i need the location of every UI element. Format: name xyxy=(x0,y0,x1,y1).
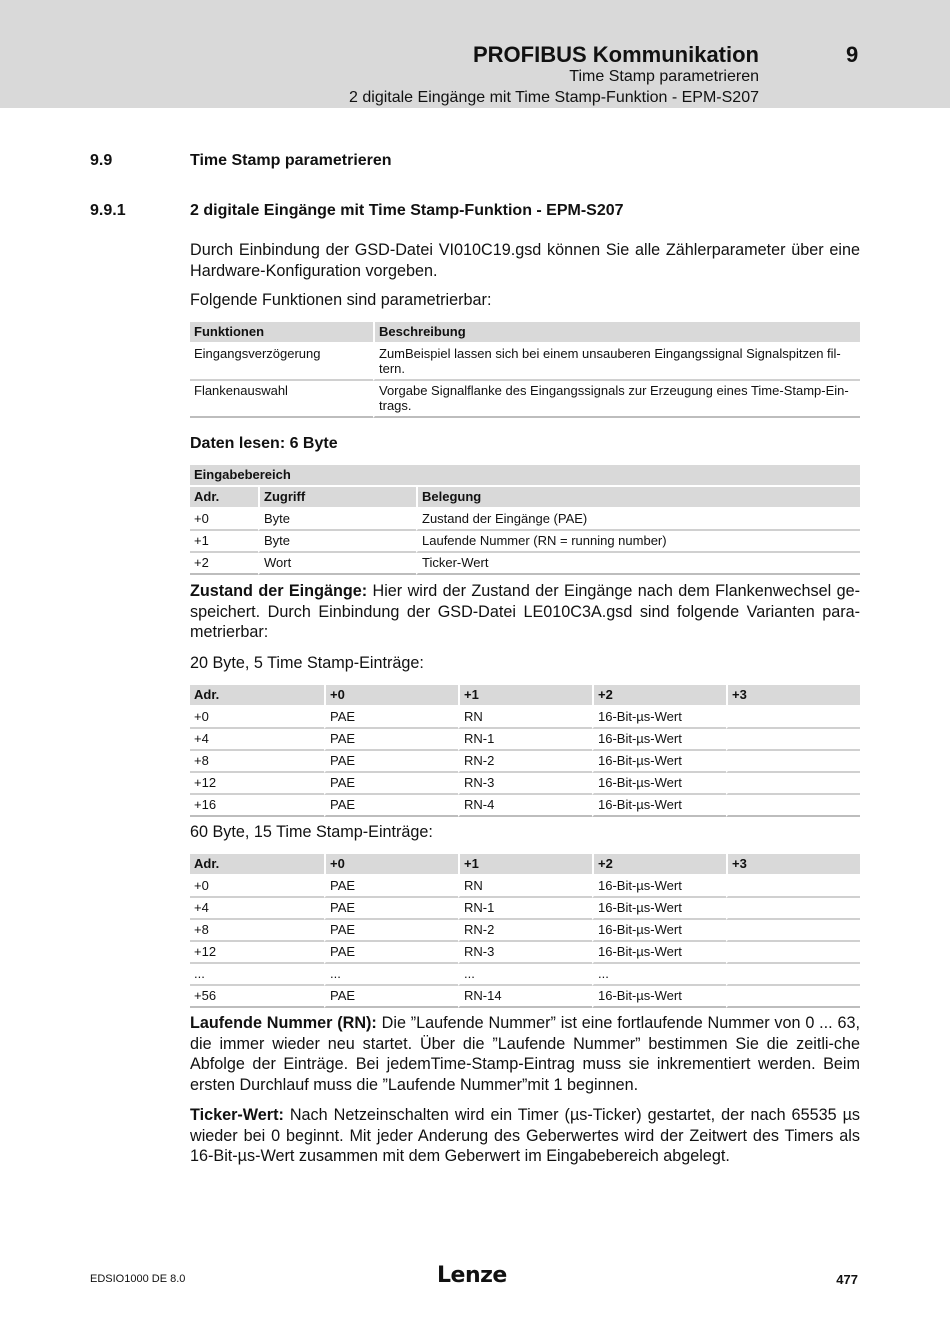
table-cell: ... xyxy=(592,964,726,986)
table-cell: 16-Bit-µs-Wert xyxy=(592,729,726,751)
table-cell: PAE xyxy=(324,773,458,795)
variant-60-label: 60 Byte, 15 Time Stamp-Einträge: xyxy=(190,823,433,841)
table-row xyxy=(190,344,860,381)
column-header: Beschreibung xyxy=(373,322,860,344)
variant-20-label: 20 Byte, 5 Time Stamp-Einträge: xyxy=(190,654,424,672)
table-cell: Eingangsverzögerung xyxy=(190,344,373,381)
table-cell: Laufende Nummer (RN = running number) xyxy=(416,531,860,553)
table-cell: +2 xyxy=(190,553,258,575)
table-cell: RN-2 xyxy=(458,751,592,773)
table-row xyxy=(190,920,860,942)
table-cell: PAE xyxy=(324,898,458,920)
table-cell: +16 xyxy=(190,795,324,817)
table-cell: +1 xyxy=(190,531,258,553)
running-number-label: Laufende Nummer (RN): xyxy=(190,1014,377,1032)
table-cell: RN-3 xyxy=(458,942,592,964)
header-subtitle-1: Time Stamp parametrieren xyxy=(569,68,759,85)
input-area-table xyxy=(190,465,860,575)
column-header: Funktionen xyxy=(190,322,373,344)
table-cell: 16-Bit-µs-Wert xyxy=(592,876,726,898)
ticker-text: Nach Netzeinschalten wird ein Timer (µs-Ticker) gestartet, der nach 65535 µs wieder bei 0 beginnt. Mit jeder Anderung des Geberwertes wird der Zeitwert des Timers als 16-Bit-µs-Wert zusammen mit dem Geberwert im Eingabebereich abgelegt. xyxy=(190,1106,860,1165)
input-state-paragraph xyxy=(190,581,860,643)
table-cell: Vorgabe Signalflanke des Eingangssignals zur Erzeugung eines Time-Stamp-Ein-trags. xyxy=(373,381,860,418)
header-subtitle-2: 2 digitale Eingänge mit Time Stamp-Funktion - EPM-S207 xyxy=(349,89,759,106)
table-cell: PAE xyxy=(324,986,458,1008)
table-cell: ... xyxy=(190,964,324,986)
table-cell: PAE xyxy=(324,876,458,898)
table-cell xyxy=(726,707,860,729)
table-cell: Wort xyxy=(258,553,416,575)
table-cell: +8 xyxy=(190,920,324,942)
input-state-label: Zustand der Eingänge: xyxy=(190,582,368,600)
table-cell xyxy=(726,729,860,751)
table-cell xyxy=(726,876,860,898)
table-cell: Byte xyxy=(258,531,416,553)
table-row xyxy=(190,898,860,920)
table-cell: Byte xyxy=(258,509,416,531)
table-row xyxy=(190,509,860,531)
table-cell: RN xyxy=(458,707,592,729)
table-cell: 16-Bit-µs-Wert xyxy=(592,986,726,1008)
table-row xyxy=(190,381,860,418)
section-number: 9.9 xyxy=(90,152,113,169)
document-id: EDSIO1000 DE 8.0 xyxy=(90,1273,186,1285)
table-cell xyxy=(726,795,860,817)
subsection-number: 9.9.1 xyxy=(90,202,126,219)
read-data-heading: Daten lesen: 6 Byte xyxy=(190,435,338,452)
ticker-paragraph xyxy=(190,1105,860,1167)
table-cell: PAE xyxy=(324,920,458,942)
table-header-row xyxy=(190,854,860,876)
header-title: PROFIBUS Kommunikation xyxy=(472,42,759,67)
table-cell: 16-Bit-µs-Wert xyxy=(592,920,726,942)
column-header: Adr. xyxy=(190,854,324,876)
table-row xyxy=(190,531,860,553)
variant-20-table xyxy=(190,685,860,817)
table-cell: RN-4 xyxy=(458,795,592,817)
table-cell xyxy=(726,986,860,1008)
column-header: +2 xyxy=(592,854,726,876)
table-cell xyxy=(726,773,860,795)
table-cell: +12 xyxy=(190,773,324,795)
table-row xyxy=(190,553,860,575)
column-header: +0 xyxy=(324,854,458,876)
column-header: +2 xyxy=(592,685,726,707)
table-row xyxy=(190,795,860,817)
column-header: Belegung xyxy=(416,487,860,509)
table-cell: Zustand der Eingänge (PAE) xyxy=(416,509,860,531)
table-cell: 16-Bit-µs-Wert xyxy=(592,707,726,729)
table-cell: RN-14 xyxy=(458,986,592,1008)
table-header-row xyxy=(190,685,860,707)
table-caption: Eingabebereich xyxy=(190,465,860,487)
table-header-row xyxy=(190,487,860,509)
table-cell: Ticker-Wert xyxy=(416,553,860,575)
table-cell xyxy=(726,920,860,942)
table-row xyxy=(190,964,860,986)
variant-60-table xyxy=(190,854,860,1008)
running-number-text: Die ”Laufende Nummer” ist eine fortlaufende Nummer von 0 ... 63, die immer wieder neu startet. Über die ”Laufende Nummer” bestimmen Sie die zeitli-che Abfolge der Einträge. Bei jedemTime-Stamp-Eintrag muss sie inkrementiert werden. Beim ersten Durchlauf muss die ”Laufende Nummer”mit 1 beginnen. xyxy=(190,1014,860,1094)
column-header: +3 xyxy=(726,685,860,707)
table-cell xyxy=(726,751,860,773)
page-number: 477 xyxy=(836,1272,858,1287)
table-row xyxy=(190,707,860,729)
table-cell: +0 xyxy=(190,707,324,729)
table-caption-row xyxy=(190,465,860,487)
table-row xyxy=(190,729,860,751)
table-cell: 16-Bit-µs-Wert xyxy=(592,751,726,773)
chapter-number: 9 xyxy=(846,42,859,67)
table-cell xyxy=(726,898,860,920)
subsection-title: 2 digitale Eingänge mit Time Stamp-Funktion - EPM-S207 xyxy=(190,202,624,219)
table-row xyxy=(190,942,860,964)
table-cell: PAE xyxy=(324,707,458,729)
table-cell: RN xyxy=(458,876,592,898)
table-cell: +56 xyxy=(190,986,324,1008)
section-title: Time Stamp parametrieren xyxy=(190,152,392,169)
table-row xyxy=(190,773,860,795)
table-cell: ... xyxy=(458,964,592,986)
column-header: +3 xyxy=(726,854,860,876)
table-cell: +12 xyxy=(190,942,324,964)
table-cell: RN-1 xyxy=(458,898,592,920)
table-cell: PAE xyxy=(324,942,458,964)
table-cell: +4 xyxy=(190,898,324,920)
column-header: +1 xyxy=(458,854,592,876)
column-header: +0 xyxy=(324,685,458,707)
column-header: +1 xyxy=(458,685,592,707)
table-cell: 16-Bit-µs-Wert xyxy=(592,898,726,920)
table-row xyxy=(190,751,860,773)
table-cell: +0 xyxy=(190,876,324,898)
running-number-paragraph xyxy=(190,1013,860,1095)
table-cell: 16-Bit-µs-Wert xyxy=(592,773,726,795)
table-cell: ... xyxy=(324,964,458,986)
column-header: Adr. xyxy=(190,685,324,707)
table-cell: RN-2 xyxy=(458,920,592,942)
functions-table xyxy=(190,322,860,418)
table-cell: +4 xyxy=(190,729,324,751)
table-cell: RN-3 xyxy=(458,773,592,795)
table-cell: 16-Bit-µs-Wert xyxy=(592,942,726,964)
input-state-text: Hier wird der Zustand der Eingänge nach dem Flankenwechsel ge-speichert. Durch Einbindung der GSD-Datei LE010C3A.gsd sind folgende Varianten para-metrierbar: xyxy=(190,582,860,641)
table-cell: Flankenauswahl xyxy=(190,381,373,418)
table-cell: PAE xyxy=(324,751,458,773)
table-cell: +0 xyxy=(190,509,258,531)
table-cell xyxy=(726,942,860,964)
page-header xyxy=(0,0,950,108)
intro-paragraph: Durch Einbindung der GSD-Datei VI010C19.gsd können Sie alle Zählerparameter über eine Hardware-Konfiguration vorgeben. xyxy=(190,241,860,280)
table-cell xyxy=(726,964,860,986)
table-cell: PAE xyxy=(324,729,458,751)
table-cell: 16-Bit-µs-Wert xyxy=(592,795,726,817)
table-cell: ZumBeispiel lassen sich bei einem unsauberen Eingangssignal Signalspitzen fil-tern. xyxy=(373,344,860,381)
intro-lead: Folgende Funktionen sind parametrierbar: xyxy=(190,291,492,309)
table-cell: +8 xyxy=(190,751,324,773)
table-cell: RN-1 xyxy=(458,729,592,751)
ticker-label: Ticker-Wert: xyxy=(190,1106,284,1124)
column-header: Adr. xyxy=(190,487,258,509)
lenze-logo: Lenze xyxy=(437,1263,507,1288)
table-cell: PAE xyxy=(324,795,458,817)
column-header: Zugriff xyxy=(258,487,416,509)
table-row xyxy=(190,876,860,898)
table-row xyxy=(190,986,860,1008)
table-header-row xyxy=(190,322,860,344)
